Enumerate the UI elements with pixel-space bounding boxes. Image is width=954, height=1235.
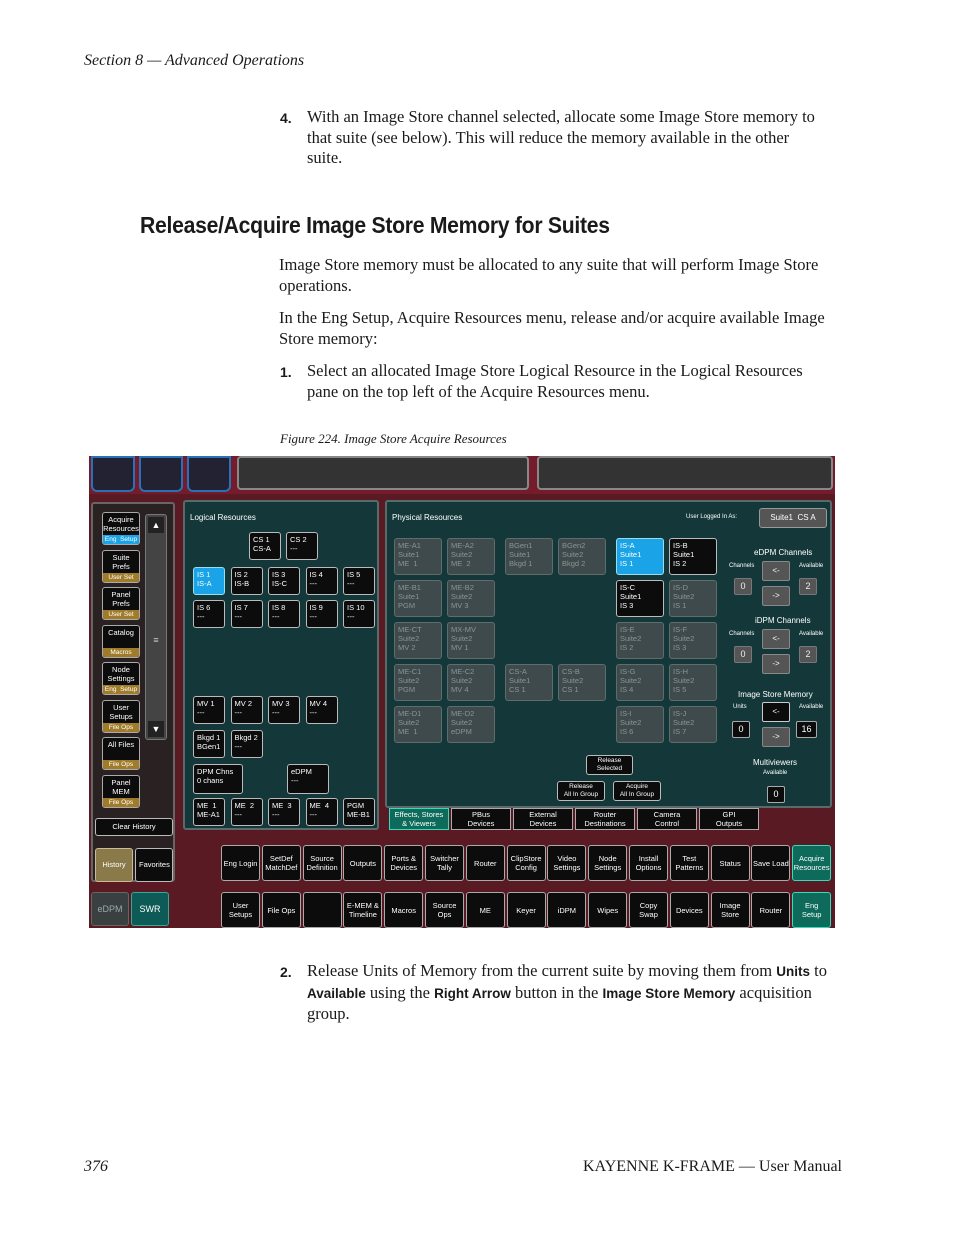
physical-resource-button[interactable]: IS-B Suite1 IS 2 xyxy=(669,538,717,575)
mv-available-label: Available xyxy=(763,770,788,776)
left-nav-label: Panel MEM xyxy=(111,777,131,796)
edpm-channels-title: eDPM Channels xyxy=(754,548,813,557)
menu-button[interactable]: Install Options xyxy=(629,845,668,881)
ism-available-label: Available xyxy=(799,704,824,710)
manual-title: KAYENNE K-FRAME — User Manual xyxy=(583,1158,842,1175)
physical-resource-button[interactable]: ME-A1 Suite1 ME 1 xyxy=(394,538,442,575)
menu-button[interactable] xyxy=(303,892,342,928)
logical-resources-panel xyxy=(183,500,379,830)
logical-me-button[interactable]: ME 3 --- xyxy=(268,798,300,826)
left-nav-sublabel: Eng Setup xyxy=(104,686,138,693)
physical-resource-button[interactable]: IS-A Suite1 IS 1 xyxy=(616,538,664,575)
logical-mv-button[interactable]: MV 1 --- xyxy=(193,696,225,724)
logical-edpm-button[interactable]: eDPM --- xyxy=(287,764,329,794)
menu-button[interactable]: Macros xyxy=(384,892,423,928)
menu-button[interactable]: ClipStore Config xyxy=(507,845,546,881)
favorites-button[interactable]: Favorites xyxy=(135,848,173,882)
physical-resource-button[interactable]: ME-B2 Suite2 MV 3 xyxy=(447,580,495,617)
physical-resource-button[interactable]: ME-D1 Suite2 ME 1 xyxy=(394,706,442,743)
left-nav-button[interactable] xyxy=(102,587,140,620)
left-nav-sublabel: Eng Setup xyxy=(104,536,138,543)
left-nav-label: Suite Prefs xyxy=(112,552,130,571)
history-button[interactable]: History xyxy=(95,848,133,882)
physical-resource-button[interactable]: IS-E Suite2 IS 2 xyxy=(616,622,664,659)
category-tab[interactable]: Camera Control xyxy=(637,808,697,830)
figure-caption: Figure 224. Image Store Acquire Resources xyxy=(280,431,507,446)
scroll-grip-icon: ≡ xyxy=(153,635,159,645)
logical-is-button[interactable]: IS 2 IS-B xyxy=(231,567,263,595)
logical-mv-button[interactable]: MV 3 --- xyxy=(268,696,300,724)
physical-resource-button[interactable]: IS-C Suite1 IS 3 xyxy=(616,580,664,617)
logical-is-button[interactable]: IS 4 --- xyxy=(306,567,338,595)
menu-button[interactable]: Save Load xyxy=(751,845,790,881)
top-bar xyxy=(89,456,835,494)
menu-button[interactable]: Eng Setup xyxy=(792,892,831,928)
logical-cs-button[interactable]: CS 1 CS-A xyxy=(249,532,281,560)
edpm-right-arrow[interactable]: -> xyxy=(762,586,790,606)
menu-button[interactable]: iDPM xyxy=(547,892,586,928)
left-nav-sublabel: File Ops xyxy=(103,760,139,769)
idpm-right-arrow[interactable]: -> xyxy=(762,654,790,674)
physical-resource-button[interactable]: BGen2 Suite2 Bkgd 2 xyxy=(558,538,606,575)
edpm-mode-button[interactable]: eDPM xyxy=(91,892,129,926)
menu-button[interactable]: ME xyxy=(466,892,505,928)
step-2-text: Release Units of Memory from the current suite by moving them from Units to Available using the Right Arrow button in the Image Store Memory acquisition group. xyxy=(307,961,827,1023)
physical-resource-button[interactable]: MX-MV Suite2 MV 1 xyxy=(447,622,495,659)
top-button-2[interactable] xyxy=(139,456,183,492)
logical-mv-button[interactable]: MV 4 --- xyxy=(306,696,338,724)
step-4-text: With an Image Store channel selected, allocate some Image Store memory to that suite (see below). This will reduce the memory available in the other suite. xyxy=(307,107,815,167)
left-nav-button[interactable] xyxy=(102,550,140,583)
menu-button[interactable]: Ports & Devices xyxy=(384,845,423,881)
edpm-channels-value: 0 xyxy=(734,578,752,595)
menu-button[interactable]: Status xyxy=(711,845,750,881)
ism-left-arrow[interactable]: <- xyxy=(762,702,790,722)
top-button-3[interactable] xyxy=(187,456,231,492)
release-selected-button[interactable]: Release Selected xyxy=(586,755,633,775)
menu-button[interactable]: Switcher Tally xyxy=(425,845,464,881)
menu-button[interactable]: Copy Swap xyxy=(629,892,668,928)
release-all-button[interactable]: Release All In Group xyxy=(557,781,605,801)
physical-resource-button[interactable]: IS-G Suite2 IS 4 xyxy=(616,664,664,701)
section-title: Release/Acquire Image Store Memory for Suites xyxy=(140,212,610,238)
step-4-number: 4. xyxy=(280,110,292,126)
running-header: Section 8 — Advanced Operations xyxy=(84,52,305,69)
logical-me-button[interactable]: ME 1 ME-A1 xyxy=(193,798,225,826)
left-nav-sublabel: File Ops xyxy=(103,723,139,732)
left-nav-sublabel: User Set xyxy=(103,610,139,619)
multiviewers-title: Multiviewers xyxy=(753,758,798,767)
menu-button[interactable]: Router xyxy=(751,892,790,928)
left-nav-label: Panel Prefs xyxy=(111,590,131,608)
idpm-channels-label: Channels xyxy=(729,631,755,637)
image-store-memory-title: Image Store Memory xyxy=(738,690,813,699)
logical-bkgd-button[interactable]: Bkgd 2 --- xyxy=(231,730,263,758)
menu-button[interactable]: Source Ops xyxy=(425,892,464,928)
left-nav-sublabel: Macros xyxy=(103,648,139,657)
step-2-number: 2. xyxy=(280,964,292,980)
logical-is-button[interactable]: IS 5 --- xyxy=(343,567,375,595)
physical-resources-panel xyxy=(385,500,832,808)
menu-button[interactable]: Image Store xyxy=(711,892,750,928)
menu-button[interactable]: Test Patterns xyxy=(670,845,709,881)
ism-units-label: Units xyxy=(733,704,747,710)
physical-resource-button[interactable]: BGen1 Suite1 Bkgd 1 xyxy=(505,538,553,575)
menu-button[interactable]: Source Definition xyxy=(303,845,342,881)
left-nav-label: Acquire Resources xyxy=(103,515,139,533)
idpm-available-value: 2 xyxy=(799,646,817,663)
category-tab[interactable]: Router Destinations xyxy=(575,808,635,830)
left-nav-button[interactable] xyxy=(102,775,140,808)
physical-resource-button[interactable]: ME-D2 Suite2 eDPM xyxy=(447,706,495,743)
ism-available-value: 16 xyxy=(796,721,817,738)
logical-is-button[interactable]: IS 10 --- xyxy=(343,600,375,628)
top-display-left xyxy=(237,456,529,490)
physical-resource-button[interactable]: IS-H Suite2 IS 5 xyxy=(669,664,717,701)
logical-dpm-button[interactable]: DPM Chns 0 chans xyxy=(193,764,243,794)
category-tab[interactable]: External Devices xyxy=(513,808,573,830)
physical-resource-button[interactable]: CS-B Suite2 CS 1 xyxy=(558,664,606,701)
physical-resource-button[interactable]: IS-J Suite2 IS 7 xyxy=(669,706,717,743)
idpm-channels-value: 0 xyxy=(734,646,752,663)
menu-button[interactable]: Acquire Resources xyxy=(792,845,831,881)
scroll-up-icon[interactable]: ▲ xyxy=(148,517,164,533)
menu-button[interactable]: User Setups xyxy=(221,892,260,928)
left-nav-button[interactable] xyxy=(102,662,140,695)
swr-mode-button[interactable]: SWR xyxy=(131,892,169,926)
logical-mv-button[interactable]: MV 2 --- xyxy=(231,696,263,724)
scroll-down-icon[interactable]: ▼ xyxy=(148,721,164,737)
menu-button[interactable]: Eng Login xyxy=(221,845,260,881)
category-tab[interactable]: Effects, Stores & Viewers xyxy=(389,808,449,830)
logical-is-button[interactable]: IS 3 IS-C xyxy=(268,567,300,595)
top-display-right xyxy=(537,456,833,490)
acquire-all-button[interactable]: Acquire All In Group xyxy=(613,781,661,801)
menu-button[interactable]: File Ops xyxy=(262,892,301,928)
menu-button[interactable]: E-MEM & Timeline xyxy=(343,892,382,928)
left-nav-button[interactable] xyxy=(102,737,140,770)
physical-resource-button[interactable]: ME-C2 Suite2 MV 4 xyxy=(447,664,495,701)
edpm-available-value: 2 xyxy=(799,578,817,595)
logical-me-button[interactable]: ME 4 --- xyxy=(306,798,338,826)
left-nav-label: User Setups xyxy=(109,702,133,721)
logical-bkgd-button[interactable]: Bkgd 1 BGen1 xyxy=(193,730,225,758)
physical-resource-button[interactable]: ME-C1 Suite2 PGM xyxy=(394,664,442,701)
physical-resource-button[interactable]: IS-F Suite2 IS 3 xyxy=(669,622,717,659)
menu-button[interactable]: Keyer xyxy=(507,892,546,928)
ism-right-arrow[interactable]: -> xyxy=(762,727,790,747)
category-tab[interactable]: GPI Outputs xyxy=(699,808,759,830)
logical-is-button[interactable]: IS 7 --- xyxy=(231,600,263,628)
logical-cs-button[interactable]: CS 2 --- xyxy=(286,532,318,560)
edpm-available-label: Available xyxy=(799,563,824,569)
logical-me-button[interactable]: PGM ME-B1 xyxy=(343,798,375,826)
logical-me-button[interactable]: ME 2 --- xyxy=(231,798,263,826)
left-nav-label: Catalog xyxy=(108,627,134,637)
logical-is-button[interactable]: IS 6 --- xyxy=(193,600,225,628)
logical-resources-title: Logical Resources xyxy=(190,513,256,522)
logical-is-button[interactable]: IS 9 --- xyxy=(306,600,338,628)
logical-is-button[interactable]: IS 1 IS-A xyxy=(193,567,225,595)
menu-button[interactable]: SetDef MatchDef xyxy=(262,845,301,881)
left-nav-button[interactable] xyxy=(102,512,140,545)
step-1-number: 1. xyxy=(280,364,292,380)
idpm-available-label: Available xyxy=(799,631,824,637)
idpm-left-arrow[interactable]: <- xyxy=(762,629,790,649)
physical-resource-button[interactable]: ME-A2 Suite2 ME 2 xyxy=(447,538,495,575)
paragraph-1: Image Store memory must be allocated to any suite that will perform Image Store operations. xyxy=(279,255,819,295)
idpm-channels-title: iDPM Channels xyxy=(755,616,811,625)
step-1-text: Select an allocated Image Store Logical Resource in the Logical Resources pane on the top left of the Acquire Resources menu. xyxy=(307,361,803,401)
menu-button[interactable]: Devices xyxy=(670,892,709,928)
physical-resource-button[interactable]: IS-D Suite2 IS 1 xyxy=(669,580,717,617)
edpm-channels-label: Channels xyxy=(729,563,755,569)
left-nav-label: Node Settings xyxy=(107,665,135,683)
left-nav-sublabel: User Set xyxy=(103,573,139,582)
menu-button[interactable]: Outputs xyxy=(343,845,382,881)
left-nav-button[interactable] xyxy=(102,700,140,733)
left-nav-button[interactable] xyxy=(102,625,140,658)
nav-scrollbar[interactable] xyxy=(145,514,167,740)
physical-resource-button[interactable]: IS-I Suite2 IS 6 xyxy=(616,706,664,743)
paragraph-2: In the Eng Setup, Acquire Resources menu, release and/or acquire available Image Store memory: xyxy=(279,308,825,348)
physical-resource-button[interactable]: CS-A Suite1 CS 1 xyxy=(505,664,553,701)
left-nav-label: All Files xyxy=(107,740,135,749)
left-nav-sublabel: File Ops xyxy=(103,798,139,807)
clear-history-button[interactable]: Clear History xyxy=(95,818,173,836)
physical-resource-button[interactable]: ME-CT Suite2 MV 2 xyxy=(394,622,442,659)
page-number: 376 xyxy=(84,1158,108,1175)
menu-button[interactable]: Video Settings xyxy=(547,845,586,881)
physical-resource-button[interactable]: ME-B1 Suite1 PGM xyxy=(394,580,442,617)
menu-button[interactable]: Router xyxy=(466,845,505,881)
ism-units-value: 0 xyxy=(732,721,750,738)
menu-button[interactable]: Node Settings xyxy=(588,845,627,881)
suite-value: Suite1 CS A xyxy=(759,508,827,528)
menu-button[interactable]: Wipes xyxy=(588,892,627,928)
category-tab[interactable]: PBus Devices xyxy=(451,808,511,830)
physical-resources-title: Physical Resources xyxy=(392,513,463,522)
acquire-resources-screenshot xyxy=(89,456,835,928)
logical-is-button[interactable]: IS 8 --- xyxy=(268,600,300,628)
left-nav-panel xyxy=(91,502,175,882)
edpm-left-arrow[interactable]: <- xyxy=(762,561,790,581)
top-button-1[interactable] xyxy=(91,456,135,492)
mv-available-value: 0 xyxy=(767,786,785,803)
user-logged-label: User Logged In As: xyxy=(686,514,738,520)
